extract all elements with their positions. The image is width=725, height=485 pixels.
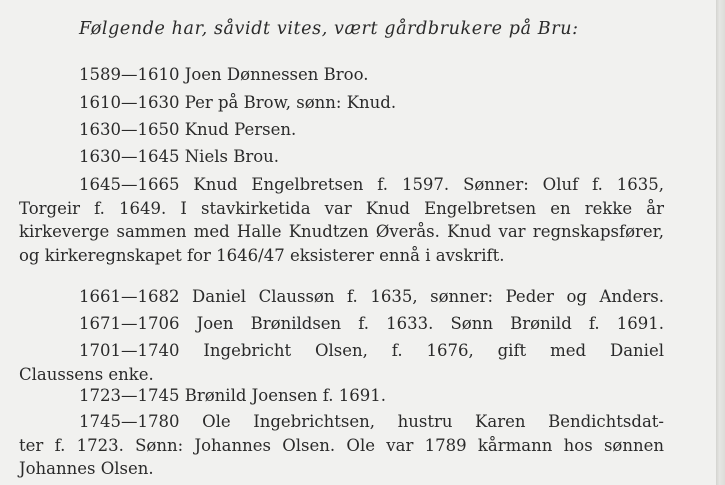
paragraph-continuation: Torgeir f. 1649. I stavkirketida var Knud Engelbretsen en rekke år kirkeverge sammen med Halle Knudtzen Øverås. Knud var regnskapsfører, og kirkeregnskapet for 1646/47 eksisterer ennå i avskrift.	[19, 198, 664, 265]
owner-entry: 1589—1610 Joen Dønnessen Broo.	[79, 65, 369, 84]
section-heading: Følgende har, såvidt vites, vært gårdbrukere på Bru:	[79, 19, 579, 39]
owner-entry: 1610—1630 Per på Brow, sønn: Knud.	[79, 93, 397, 112]
owner-paragraph	[79, 312, 664, 336]
paragraph-first-line: 1701—1740 Ingebricht Olsen, f. 1676, gift med Daniel	[79, 341, 664, 360]
owner-paragraph	[19, 410, 664, 481]
paragraph-first-line: 1745—1780 Ole Ingebrichtsen, hustru Karen Bendichtsdat-	[79, 412, 664, 431]
paragraph-continuation: Claussens enke.	[19, 364, 154, 384]
paragraph-first-line: 1671—1706 Joen Brønildsen f. 1633. Sønn Brønild f. 1691.	[79, 314, 664, 333]
owner-paragraph	[79, 384, 664, 408]
paragraph-continuation: ter f. 1723. Sønn: Johannes Olsen. Ole var 1789 kårmann hos sønnen Johannes Olsen.	[19, 435, 664, 478]
owner-entry: 1630—1650 Knud Persen.	[79, 120, 297, 139]
owner-paragraph	[19, 339, 664, 386]
owner-entry: 1630—1645 Niels Brou.	[79, 147, 280, 166]
paragraph-first-line: 1661—1682 Daniel Claussøn f. 1635, sønner: Peder og Anders.	[79, 287, 664, 306]
paragraph-first-line: 1723—1745 Brønild Joensen f. 1691.	[79, 386, 386, 405]
page-edge	[716, 0, 725, 485]
paragraph-first-line: 1645—1665 Knud Engelbretsen f. 1597. Sønner: Oluf f. 1635,	[79, 175, 664, 194]
owner-paragraph	[79, 285, 664, 309]
owner-paragraph	[19, 173, 664, 267]
